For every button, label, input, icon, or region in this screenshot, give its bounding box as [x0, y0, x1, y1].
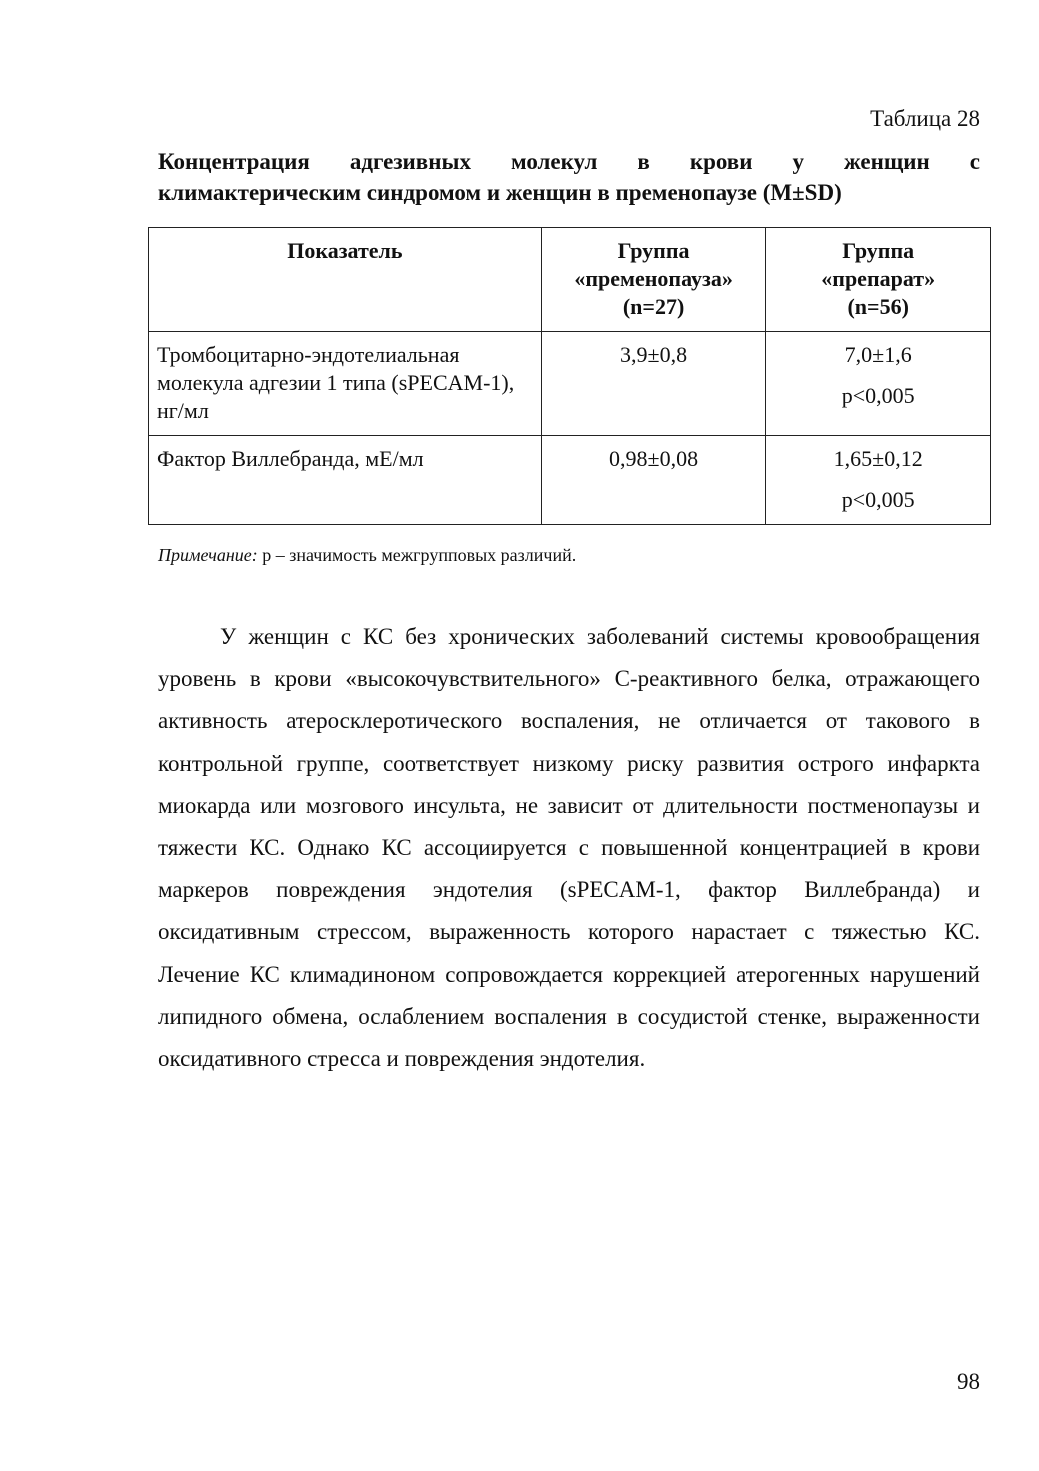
cell-premenopause: 0,98±0,08: [541, 436, 766, 525]
table-number: Таблица 28: [870, 106, 980, 131]
cell-drug-value: 1,65±0,12: [833, 446, 923, 471]
table-header-row: [149, 228, 991, 332]
header-premenopause: [541, 228, 766, 332]
cell-p-value: p<0,005: [841, 487, 915, 512]
table-row: [149, 332, 991, 436]
header-indicator: Показатель: [149, 228, 542, 332]
note-text: p – значимость межгрупповых различий.: [257, 545, 577, 565]
cell-premenopause: 3,9±0,8: [541, 332, 766, 436]
table-row: [149, 436, 991, 525]
table-note: [158, 542, 576, 568]
page-number: 98: [957, 1369, 980, 1394]
cell-indicator: Фактор Виллебранда, мЕ/мл: [149, 436, 542, 525]
body-paragraph: У женщин с КС без хронических заболеваний системы кровообращения уровень в крови «высокочувствительного» С-реактивного белка, отражающего активность атеросклеротического воспаления, не отличается от такового в контрольной группе, соответствует низкому риску развития острого инфаркта миокарда или мозгового инсульта, не зависит от длительности постменопаузы и тяжести КС. Однако КС ассоциируется с повышенной концентрацией в крови маркеров повреждения эндотелия (sPECAM-1, фактор Виллебранда) и оксидативным стрессом, выраженность которого нарастает с тяжестью КС. Лечение КС климадиноном сопровождается коррекцией атерогенных нарушений липидного обмена, ослаблением воспаления в сосудистой стенке, выраженности оксидативного стресса и повреждения эндотелия.: [158, 624, 980, 1072]
table-caption-line-2: климактерическим синдромом и женщин в пременопаузе (M±SD): [158, 180, 842, 205]
cell-p-value: p<0,005: [841, 383, 915, 408]
note-label: Примечание:: [158, 545, 258, 565]
header-drug-text: Группа «препарат» (n=56): [821, 238, 936, 319]
cell-drug-value: 7,0±1,6: [844, 342, 912, 367]
cell-drug: [766, 436, 991, 525]
table-caption-line-1: Концентрация адгезивных молекул в крови у женщин с: [158, 149, 980, 174]
data-table: [148, 227, 991, 525]
cell-indicator: Тромбоцитарно-эндотелиальная молекула адгезии 1 типа (sPECAM-1), нг/мл: [149, 332, 542, 436]
header-drug: [766, 228, 991, 332]
header-premenopause-text: Группа «пременопауза» (n=27): [574, 238, 733, 319]
cell-drug: [766, 332, 991, 436]
table-caption: [158, 146, 980, 208]
